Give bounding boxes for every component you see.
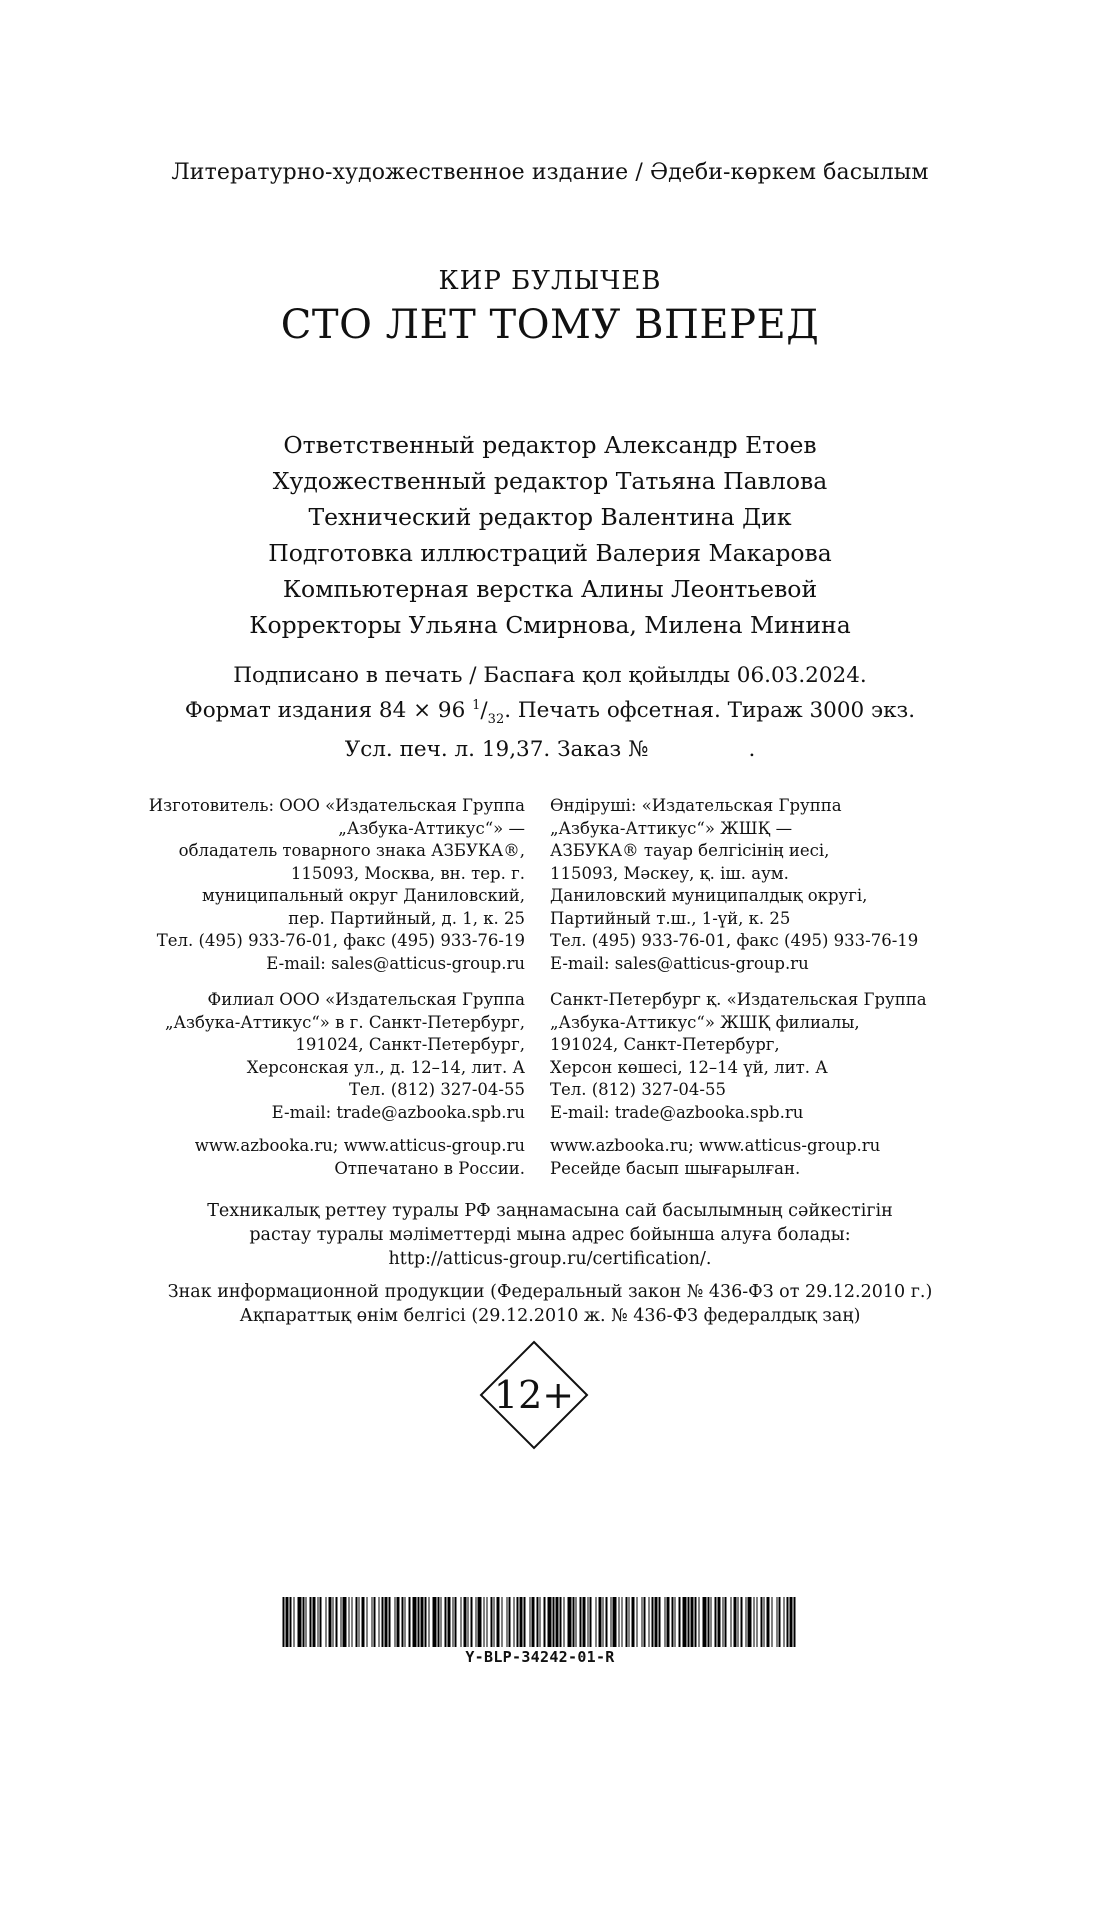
barcode-bar (652, 1597, 654, 1647)
barcode-bar (580, 1597, 582, 1647)
branch-ru-line: „Азбука-Аттикус“» в г. Санкт-Петербург, (164, 1012, 525, 1032)
barcode-bar (320, 1597, 322, 1647)
barcode-bar (573, 1597, 575, 1647)
barcode-bar (333, 1597, 334, 1647)
barcode-bar (395, 1597, 396, 1647)
law-notice-line: Ақпараттық өнім белгісі (29.12.2010 ж. № 436-ФЗ федералдық заң) (239, 1306, 861, 1326)
manufacturer-kz-line: 115093, Мәскеу, қ. іш. аум. (550, 863, 789, 883)
barcode-bar (310, 1597, 312, 1647)
barcode-bar (298, 1597, 302, 1647)
book-title: СТО ЛЕТ ТОМУ ВПЕРЕД (280, 302, 820, 348)
manufacturer-kz-line: E-mail: sales@atticus-group.ru (550, 953, 809, 973)
barcode-bar (544, 1597, 546, 1647)
barcode-bar (556, 1597, 559, 1647)
certification-line: растау туралы мәліметтерді мына адрес бойынша алуға болады: (249, 1225, 851, 1245)
order-end: . (748, 737, 756, 762)
barcode-bar (746, 1597, 747, 1647)
age-rating: 12+ (493, 1373, 575, 1417)
barcode-bar (667, 1597, 670, 1647)
branch-ru-line: Филиал ООО «Издательская Группа (207, 990, 525, 1009)
barcode-bar (675, 1597, 676, 1647)
barcode-bar (725, 1597, 727, 1647)
credit-line: Подготовка иллюстраций Валерия Макарова (268, 539, 832, 567)
barcode-bar (784, 1597, 785, 1647)
barcode-bar (441, 1597, 442, 1647)
barcode-bar (294, 1597, 295, 1647)
barcode-bar (655, 1597, 658, 1647)
barcode-bar (583, 1597, 586, 1647)
barcode-bar (397, 1597, 400, 1647)
barcode-bar (372, 1597, 373, 1647)
barcode-bar (349, 1597, 350, 1647)
barcode-bar (352, 1597, 353, 1647)
credit-line: Технический редактор Валентина Дик (308, 503, 792, 531)
barcode-bar (517, 1597, 519, 1647)
barcode-bar (471, 1597, 473, 1647)
barcode-bar (703, 1597, 707, 1647)
manufacturer-kz-line: Тел. (495) 933-76-01, факс (495) 933-76-19 (550, 931, 919, 950)
barcode-bar (497, 1597, 500, 1647)
barcode-bar (362, 1597, 365, 1647)
barcode-bar (576, 1597, 577, 1647)
barcode-bar (748, 1597, 752, 1647)
barcode-bar (629, 1597, 630, 1647)
barcode-bar (507, 1597, 508, 1647)
web-kz-line: Ресейде басып шығарылған. (550, 1158, 801, 1178)
barcode-bar (691, 1597, 694, 1647)
barcode-bar (790, 1597, 793, 1647)
web-ru-line: Отпечатано в России. (334, 1158, 525, 1178)
manufacturer-kz-line: Партийный т.ш., 1-үй, к. 25 (550, 908, 791, 928)
barcode-bar (553, 1597, 555, 1647)
manufacturer-ru-line: обладатель товарного знака АЗБУКА®, (178, 841, 525, 860)
format-denominator: 32 (487, 712, 505, 727)
barcode-bar (632, 1597, 635, 1647)
branch-kz-line: Тел. (812) 327-04-55 (550, 1080, 726, 1099)
barcode-bar (303, 1597, 305, 1647)
branch-ru-line: Тел. (812) 327-04-55 (349, 1080, 525, 1099)
barcode-bar (359, 1597, 360, 1647)
barcode-bar (464, 1597, 467, 1647)
barcode-bar (341, 1597, 342, 1647)
barcode-bar (548, 1597, 552, 1647)
branch-ru-line: 191024, Санкт-Петербург, (295, 1035, 525, 1054)
barcode-bar (491, 1597, 493, 1647)
barcode-bar (418, 1597, 420, 1647)
barcode-bar (461, 1597, 462, 1647)
format-slash: / (480, 698, 488, 723)
barcode-bar (596, 1597, 597, 1647)
law-notice-line: Знак информационной продукции (Федеральный закон № 436-ФЗ от 29.12.2010 г.) (167, 1282, 933, 1302)
format-line (0, 691, 1100, 735)
barcode-bar (468, 1597, 469, 1647)
branch-kz-line: „Азбука-Аттикус“» ЖШҚ филиалы, (550, 1012, 860, 1032)
barcode-bar (606, 1597, 608, 1647)
certification-note (0, 1199, 1100, 1271)
barcode-bar (611, 1597, 612, 1647)
barcode-bar (367, 1597, 368, 1647)
signed-line: Подписано в печать / Баспаға қол қойылды 06.03.2024. (233, 663, 867, 688)
barcode-bar (405, 1597, 406, 1647)
barcode-bar (599, 1597, 602, 1647)
barcode-bar (530, 1597, 531, 1647)
barcode-bar (723, 1597, 724, 1647)
barcode-bar (665, 1597, 666, 1647)
barcode-bar (659, 1597, 661, 1647)
barcode-bar (502, 1597, 503, 1647)
format-prefix: Формат издания 84 × 96 (184, 698, 466, 723)
barcode-bar (672, 1597, 674, 1647)
manufacturer-ru (149, 795, 525, 975)
barcode-bar (413, 1597, 417, 1647)
credit-line: Корректоры Ульяна Смирнова, Милена Минина (249, 611, 851, 639)
barcode-bar (564, 1597, 565, 1647)
barcode-bar (478, 1597, 482, 1647)
barcode-bar (389, 1597, 391, 1647)
branch-ru-line: Херсонская ул., д. 12–14, лит. А (246, 1057, 525, 1077)
barcode-bar (537, 1597, 539, 1647)
credit-line: Художественный редактор Татьяна Павлова (272, 467, 828, 495)
barcode-bar (326, 1597, 327, 1647)
sheets-line (0, 735, 1100, 765)
certification-line: Техникалық реттеу туралы РФ заңнамасына сай басылымның сәйкестігін (207, 1201, 893, 1221)
barcode-bar (484, 1597, 485, 1647)
barcode-bar (731, 1597, 732, 1647)
barcode-bar (649, 1597, 650, 1647)
barcode-bar (741, 1597, 743, 1647)
manufacturer-ru-line: муниципальный округ Даниловский, (202, 886, 525, 905)
barcode-bar (286, 1597, 289, 1647)
barcode-bar (764, 1597, 765, 1647)
branch-kz (550, 989, 927, 1124)
barcode-bar (313, 1597, 316, 1647)
manufacturer-ru-line: E-mail: sales@atticus-group.ru (266, 953, 525, 973)
barcode-bar (514, 1597, 515, 1647)
web-kz-line: www.azbooka.ru; www.atticus-group.ru (550, 1136, 881, 1155)
manufacturer-kz (550, 795, 918, 975)
barcode-bar (757, 1597, 758, 1647)
barcode-bar (754, 1597, 755, 1647)
author-name: КИР БУЛЫЧЕВ (438, 266, 662, 296)
barcode-bar (642, 1597, 643, 1647)
barcode-bar (532, 1597, 535, 1647)
barcode-bar (637, 1597, 638, 1647)
barcode-bar (622, 1597, 623, 1647)
manufacturer-ru-line: „Азбука-Аттикус“» — (338, 818, 525, 838)
barcode-bar (429, 1597, 430, 1647)
manufacturer-kz-line: Даниловский муниципалдық округі, (550, 886, 868, 905)
barcode (280, 1597, 800, 1647)
barcode-bar (787, 1597, 789, 1647)
barcode-bar (619, 1597, 620, 1647)
barcode-bar (711, 1597, 712, 1647)
barcode-bar (540, 1597, 541, 1647)
barcode-bar (695, 1597, 697, 1647)
barcode-bar (613, 1597, 617, 1647)
barcode-bar (438, 1597, 440, 1647)
manufacturer-kz-line: Өндіруші: «Издательская Группа (550, 796, 842, 815)
branch-ru-line: E-mail: trade@azbooka.spb.ru (271, 1102, 525, 1122)
barcode-bar (568, 1597, 572, 1647)
barcode-bar (283, 1597, 285, 1647)
barcode-bar (382, 1597, 384, 1647)
barcode-bar (421, 1597, 424, 1647)
barcode-bar (445, 1597, 447, 1647)
law-notice (0, 1280, 1100, 1328)
barcode-bar (494, 1597, 495, 1647)
web-ru (195, 1135, 525, 1180)
barcode-bar (374, 1597, 376, 1647)
barcode-bar (683, 1597, 687, 1647)
manufacturer-ru-line: Изготовитель: ООО «Издательская Группа (148, 796, 525, 815)
barcode-bar (409, 1597, 411, 1647)
barcode-bar (306, 1597, 307, 1647)
branch-kz-line: 191024, Санкт-Петербург, (550, 1035, 780, 1054)
barcode-bar (588, 1597, 589, 1647)
barcode-bar (356, 1597, 358, 1647)
barcode-bar (455, 1597, 457, 1647)
barcode-bar (688, 1597, 690, 1647)
print-info (0, 661, 1100, 765)
barcode-bar (761, 1597, 763, 1647)
barcode-bar (644, 1597, 646, 1647)
sheets-text: Усл. печ. л. 19,37. Заказ № (344, 737, 649, 762)
genre-line: Литературно-художественное издание / Әдеби-көркем басылым (171, 160, 929, 185)
format-suffix: . Печать офсетная. Тираж 3000 экз. (504, 698, 916, 723)
manufacturer-kz-line: „Азбука-Аттикус“» ЖШҚ — (550, 818, 793, 838)
barcode-bar (679, 1597, 681, 1647)
manufacturer-ru-line: пер. Партийный, д. 1, к. 25 (288, 908, 525, 928)
barcode-bar (520, 1597, 523, 1647)
manufacturer-ru-line: Тел. (495) 933-76-01, факс (495) 933-76-19 (156, 931, 525, 950)
barcode-bar (772, 1597, 773, 1647)
barcode-bar (343, 1597, 347, 1647)
barcode-bar (476, 1597, 477, 1647)
age-rating-badge (479, 1340, 589, 1450)
barcode-bar (738, 1597, 739, 1647)
branch-kz-line: Санкт-Петербург қ. «Издательская Группа (550, 990, 927, 1009)
credits-block (0, 427, 1100, 643)
branch-kz-line: E-mail: trade@azbooka.spb.ru (550, 1102, 804, 1122)
barcode-bar (560, 1597, 562, 1647)
barcode-text: Y-BLP-34242-01-R (465, 1648, 615, 1666)
barcode-bar (385, 1597, 388, 1647)
credit-line: Ответственный редактор Александр Етоев (283, 431, 817, 459)
web-kz (550, 1135, 880, 1180)
manufacturer-kz-line: АЗБУКА® тауар белгісінің иесі, (550, 841, 830, 860)
barcode-bar (329, 1597, 332, 1647)
branch-kz-line: Херсон көшесі, 12–14 үй, лит. А (550, 1057, 828, 1077)
web-ru-line: www.azbooka.ru; www.atticus-group.ru (194, 1136, 525, 1155)
manufacturer-ru-line: 115093, Москва, вн. тер. г. (290, 863, 525, 883)
credit-line: Компьютерная верстка Алины Леонтьевой (282, 575, 818, 603)
barcode-bar (794, 1597, 796, 1647)
barcode-bar (290, 1597, 292, 1647)
barcode-bar (734, 1597, 737, 1647)
barcode-bar (379, 1597, 380, 1647)
barcode-bar (626, 1597, 628, 1647)
barcode-bar (453, 1597, 454, 1647)
barcode-bar (590, 1597, 592, 1647)
barcode-bar (425, 1597, 427, 1647)
barcode-bar (708, 1597, 710, 1647)
format-numerator: 1 (472, 698, 481, 713)
barcode-bar (715, 1597, 717, 1647)
barcode-bar (603, 1597, 604, 1647)
barcode-bar (524, 1597, 526, 1647)
barcode-bar (336, 1597, 338, 1647)
barcode-bar (699, 1597, 700, 1647)
barcode-bar (318, 1597, 319, 1647)
barcode-bar (487, 1597, 488, 1647)
barcode-bar (509, 1597, 511, 1647)
barcode-bar (402, 1597, 404, 1647)
branch-ru (165, 989, 525, 1124)
barcode-bar (433, 1597, 437, 1647)
barcode-bar (767, 1597, 770, 1647)
barcode-bar (777, 1597, 778, 1647)
barcode-bar (448, 1597, 451, 1647)
barcode-bar (779, 1597, 781, 1647)
certification-line: http://atticus-group.ru/certification/. (388, 1249, 712, 1269)
barcode-bar (718, 1597, 721, 1647)
